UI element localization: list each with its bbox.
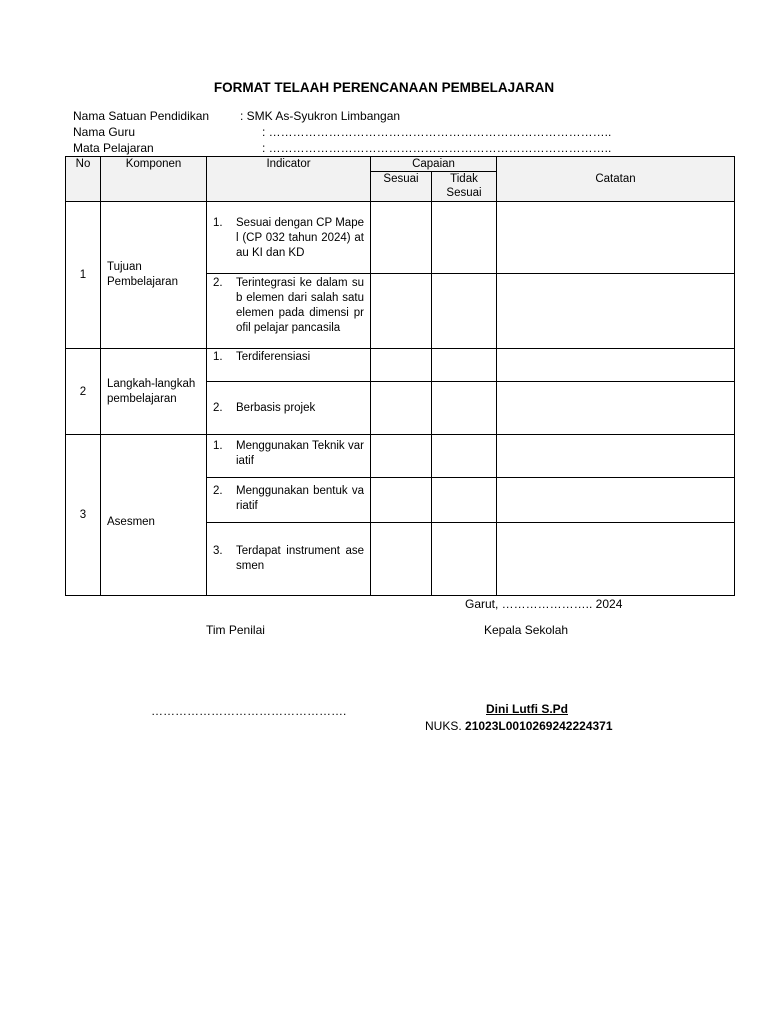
indicator-cell [207,435,371,478]
indicator-cell [207,382,371,435]
header-sesuai: Sesuai [371,172,432,202]
indicator-item [207,540,370,578]
row-number: 3 [66,435,101,596]
indicator-item [207,478,370,518]
indicator-item [207,274,370,340]
row-number: 2 [66,349,101,435]
left-signature-line: …………………………………………. [151,704,347,718]
info-value: : ………………………………………………………………………….. [262,141,612,155]
indicator-number: 2. [213,277,223,289]
indicator-cell [207,523,371,596]
tidak-sesuai-cell[interactable] [432,382,497,435]
indicator-number: 2. [213,485,223,497]
info-label: Nama Satuan Pendidikan [73,109,210,123]
info-row-teacher [73,124,611,140]
document-title: FORMAT TELAAH PERENCANAAN PEMBELAJARAN [213,80,555,95]
indicator-text: Menggunakan Teknik variatif [236,440,364,467]
indicator-number: 2. [213,401,223,414]
sesuai-cell[interactable] [371,274,432,349]
info-value: : ………………………………………………………………………….. [262,125,612,139]
place-date: Garut, ………………….. 2024 [465,597,623,611]
indicator-text: Terdapat instrument asesmen [236,545,364,572]
sesuai-cell[interactable] [371,478,432,523]
indicator-item [207,212,370,265]
indicator-item [207,435,370,473]
principal-name: Dini Lutfi S.Pd [486,702,568,716]
indicator-item [207,397,370,420]
indicator-text: Sesuai dengan CP Mapel (CP 032 tahun 2024) atau KI dan KD [236,217,364,259]
sesuai-cell[interactable] [371,523,432,596]
nuks-label: NUKS. [425,719,462,733]
header-no: No [66,157,101,202]
indicator-text: Terdiferensiasi [236,351,311,363]
sesuai-cell[interactable] [371,202,432,274]
indicator-cell [207,349,371,382]
row-komponen: Asesmen [101,435,207,596]
tidak-sesuai-cell[interactable] [432,523,497,596]
indicator-cell [207,202,371,274]
catatan-cell[interactable] [497,349,735,382]
tidak-sesuai-cell[interactable] [432,435,497,478]
indicator-cell [207,478,371,523]
header-komponen: Komponen [101,157,207,202]
tidak-sesuai-cell[interactable] [432,274,497,349]
indicator-item [207,349,370,369]
tidak-sesuai-cell[interactable] [432,202,497,274]
table-row [66,435,735,478]
info-row-school [73,108,400,124]
table-row [66,202,735,274]
row-komponen: Langkah-langkah pembelajaran [101,349,207,435]
indicator-text: Berbasis projek [236,401,316,414]
left-signer-role: Tim Penilai [206,623,265,637]
tidak-sesuai-cell[interactable] [432,478,497,523]
header-indicator: Indicator [207,157,371,202]
sesuai-cell[interactable] [371,349,432,382]
indicator-number: 1. [213,217,223,229]
right-signer-role: Kepala Sekolah [484,623,569,637]
row-number: 1 [66,202,101,349]
info-row-subject [73,140,611,156]
nuks-value: 21023L0010269242224371 [465,719,613,733]
catatan-cell[interactable] [497,202,735,274]
indicator-text: Terintegrasi ke dalam sub elemen dari salah satu elemen pada dimensi profil pelajar pancasila [236,277,364,334]
indicator-number: 1. [213,351,223,363]
info-label: Mata Pelajaran [73,141,154,155]
indicator-number: 1. [213,440,223,452]
header-capaian: Capaian [371,157,497,172]
table-row [66,349,735,382]
info-value: : SMK As-Syukron Limbangan [240,109,401,123]
catatan-cell[interactable] [497,435,735,478]
review-table [65,156,735,596]
catatan-cell[interactable] [497,523,735,596]
header-catatan: Catatan [497,157,735,202]
tidak-sesuai-cell[interactable] [432,349,497,382]
indicator-cell [207,274,371,349]
sesuai-cell[interactable] [371,382,432,435]
nuks-line [425,719,613,733]
info-label: Nama Guru [73,125,136,139]
sesuai-cell[interactable] [371,435,432,478]
catatan-cell[interactable] [497,478,735,523]
catatan-cell[interactable] [497,382,735,435]
row-komponen: Tujuan Pembelajaran [101,202,207,349]
indicator-number: 3. [213,545,223,557]
catatan-cell[interactable] [497,274,735,349]
header-tidak-sesuai: Tidak Sesuai [432,172,497,202]
indicator-text: Menggunakan bentuk variatif [236,485,364,512]
